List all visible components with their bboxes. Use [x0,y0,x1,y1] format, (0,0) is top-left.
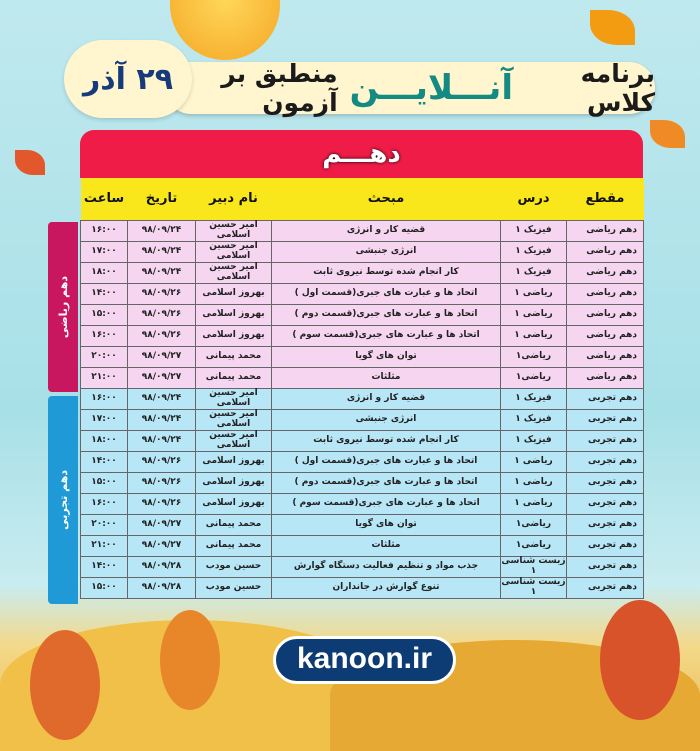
cell-lesson: زیست شناسی ۱ [501,555,566,576]
tree-decoration [160,610,220,710]
cell-section: دهم تجربی [567,577,644,598]
cell-date: ۹۸/۰۹/۲۴ [128,262,196,283]
cell-teacher: حسین مودب [196,577,272,598]
cell-time: ۲۱:۰۰ [81,535,128,556]
cell-time: ۱۷:۰۰ [81,409,128,430]
cell-topic: اتحاد ها و عبارت های جبری(قسمت اول ) [272,283,501,304]
cell-teacher: بهروز اسلامی [196,304,272,325]
cell-topic: کار انجام شده توسط نیروی ثابت [272,430,501,451]
title-pre: برنامه کلاس [580,59,655,117]
table-row [81,346,644,367]
cell-topic: کار انجام شده توسط نیروی ثابت [272,262,501,283]
cell-topic: توان های گویا [272,514,501,535]
group-label-science [48,396,78,604]
cell-teacher: امیر حسین اسلامی [196,241,272,262]
tree-decoration [30,630,100,740]
table-row [81,367,644,388]
cell-topic: اتحاد ها و عبارت های جبری(قسمت سوم ) [272,325,501,346]
cell-topic: تنوع گوارش در جانداران [272,577,501,598]
cell-date: ۹۸/۰۹/۲۷ [128,535,196,556]
leaf-decoration [590,10,635,45]
cell-date: ۹۸/۰۹/۲۶ [128,472,196,493]
cell-time: ۱۷:۰۰ [81,241,128,262]
cell-section: دهم تجربی [567,472,644,493]
schedule-table [80,178,644,599]
cell-topic: مثلثات [272,535,501,556]
cell-lesson: زیست شناسی ۱ [501,576,566,597]
cell-lesson: ریاضی ۱ [501,493,567,514]
cell-time: ۲۱:۰۰ [81,367,128,388]
cell-teacher: بهروز اسلامی [196,493,272,514]
cell-time: ۱۶:۰۰ [81,325,128,346]
table-row [81,514,644,535]
cell-date: ۹۸/۰۹/۲۶ [128,304,196,325]
table-row [81,325,644,346]
cell-topic: قضیه کار و انرژی [272,220,501,241]
kanoon-logo[interactable]: kanoon.ir [273,636,456,684]
cell-topic: توان های گویا [272,346,501,367]
cell-time: ۱۶:۰۰ [81,220,128,241]
cell-section: دهم تجربی [567,388,644,409]
cell-section: دهم تجربی [567,514,644,535]
cell-time: ۱۵:۰۰ [81,577,128,598]
cell-date: ۹۸/۰۹/۲۴ [128,388,196,409]
cell-date: ۹۸/۰۹/۲۸ [128,577,196,598]
cell-lesson: فیزیک ۱ [501,409,567,430]
cell-topic: اتحاد ها و عبارت های جبری(قسمت دوم ) [272,472,501,493]
cell-section: دهم تجربی [567,493,644,514]
tree-decoration [600,600,680,720]
cell-date: ۹۸/۰۹/۲۶ [128,493,196,514]
cell-time: ۱۵:۰۰ [81,304,128,325]
leaf-decoration [650,120,685,148]
col-date: تاریخ [128,178,196,220]
table-row [81,304,644,325]
table-row [81,409,644,430]
col-time: ساعت [81,178,128,220]
cell-topic: مثلثات [272,367,501,388]
cell-section: دهم ریاضی [567,325,644,346]
cell-date: ۹۸/۰۹/۲۴ [128,241,196,262]
cell-time: ۱۸:۰۰ [81,430,128,451]
table-row [81,451,644,472]
cell-section: دهم تجربی [567,430,644,451]
cell-section: دهم ریاضی [567,346,644,367]
cell-topic: انرژی جنبشی [272,409,501,430]
table-row [81,430,644,451]
cell-section: دهم تجربی [567,556,644,577]
cell-date: ۹۸/۰۹/۲۷ [128,367,196,388]
cell-section: دهم تجربی [567,409,644,430]
title-banner [165,59,655,117]
table-row [81,388,644,409]
sun-decoration [170,0,280,60]
cell-time: ۱۵:۰۰ [81,472,128,493]
cell-section: دهم ریاضی [567,220,644,241]
cell-section: دهم ریاضی [567,304,644,325]
cell-section: دهم ریاضی [567,262,644,283]
table-row [81,556,644,577]
col-lesson: درس [501,178,567,220]
col-section: مقطع [567,178,644,220]
cell-date: ۹۸/۰۹/۲۴ [128,409,196,430]
date-badge: ۲۹ آذر [64,40,192,118]
cell-section: دهم ریاضی [567,283,644,304]
table-row [81,472,644,493]
header-row [81,178,644,220]
col-teacher: نام دبیر [196,178,272,220]
cell-topic: جذب مواد و تنظیم فعالیت دستگاه گوارش [272,556,501,577]
cell-teacher: بهروز اسلامی [196,472,272,493]
cell-section: دهم تجربی [567,535,644,556]
cell-lesson: ریاضی ۱ [501,283,567,304]
cell-teacher: حسین مودب [196,556,272,577]
cell-teacher: بهروز اسلامی [196,451,272,472]
cell-teacher: امیر حسین اسلامی [196,262,272,283]
title-post: منطبق بر آزمون [221,59,338,117]
cell-lesson: فیزیک ۱ [501,241,567,262]
col-topic: مبحث [272,178,501,220]
cell-date: ۹۸/۰۹/۲۴ [128,430,196,451]
cell-date: ۹۸/۰۹/۲۷ [128,514,196,535]
leaf-decoration [15,150,45,175]
grade-band: دهـــم [80,130,643,178]
group-label-text: دهم تجربی [56,470,70,530]
cell-teacher: محمد پیمانی [196,367,272,388]
cell-time: ۱۸:۰۰ [81,262,128,283]
cell-teacher: امیر حسین اسلامی [196,430,272,451]
cell-lesson: ریاضی۱ [501,367,567,388]
cell-lesson: ریاضی۱ [501,535,567,556]
cell-topic: انرژی جنبشی [272,241,501,262]
cell-teacher: محمد پیمانی [196,535,272,556]
cell-topic: اتحاد ها و عبارت های جبری(قسمت سوم ) [272,493,501,514]
cell-date: ۹۸/۰۹/۲۸ [128,556,196,577]
cell-date: ۹۸/۰۹/۲۶ [128,325,196,346]
cell-lesson: ریاضی۱ [501,514,567,535]
table-row [81,535,644,556]
table-row [81,262,644,283]
cell-topic: اتحاد ها و عبارت های جبری(قسمت اول ) [272,451,501,472]
table-row [81,220,644,241]
cell-lesson: ریاضی۱ [501,346,567,367]
cell-topic: اتحاد ها و عبارت های جبری(قسمت دوم ) [272,304,501,325]
cell-lesson: ریاضی ۱ [501,325,567,346]
cell-teacher: بهروز اسلامی [196,325,272,346]
cell-lesson: ریاضی ۱ [501,451,567,472]
cell-topic: قضیه کار و انرژی [272,388,501,409]
cell-time: ۲۰:۰۰ [81,514,128,535]
cell-time: ۱۴:۰۰ [81,283,128,304]
table-row [81,283,644,304]
cell-date: ۹۸/۰۹/۲۴ [128,220,196,241]
cell-lesson: ریاضی ۱ [501,472,567,493]
cell-lesson: فیزیک ۱ [501,388,567,409]
table-row [81,493,644,514]
cell-lesson: ریاضی ۱ [501,304,567,325]
table-row [81,577,644,598]
cell-teacher: محمد پیمانی [196,514,272,535]
cell-lesson: فیزیک ۱ [501,430,567,451]
cell-date: ۹۸/۰۹/۲۶ [128,283,196,304]
cell-teacher: بهروز اسلامی [196,283,272,304]
cell-date: ۹۸/۰۹/۲۷ [128,346,196,367]
cell-lesson: فیزیک ۱ [501,220,567,241]
cell-lesson: فیزیک ۱ [501,262,567,283]
cell-date: ۹۸/۰۹/۲۶ [128,451,196,472]
group-label-math [48,222,78,392]
cell-time: ۲۰:۰۰ [81,346,128,367]
cell-teacher: محمد پیمانی [196,346,272,367]
cell-teacher: امیر حسین اسلامی [196,409,272,430]
cell-section: دهم ریاضی [567,367,644,388]
table-row [81,241,644,262]
group-label-text: دهم ریاضی [56,275,70,339]
title-highlight: آنـــلایـــن [349,68,513,108]
cell-time: ۱۶:۰۰ [81,388,128,409]
cell-teacher: امیر حسین اسلامی [196,220,272,241]
cell-time: ۱۴:۰۰ [81,451,128,472]
cell-time: ۱۶:۰۰ [81,493,128,514]
cell-section: دهم تجربی [567,451,644,472]
cell-time: ۱۴:۰۰ [81,556,128,577]
cell-section: دهم ریاضی [567,241,644,262]
cell-teacher: امیر حسین اسلامی [196,388,272,409]
